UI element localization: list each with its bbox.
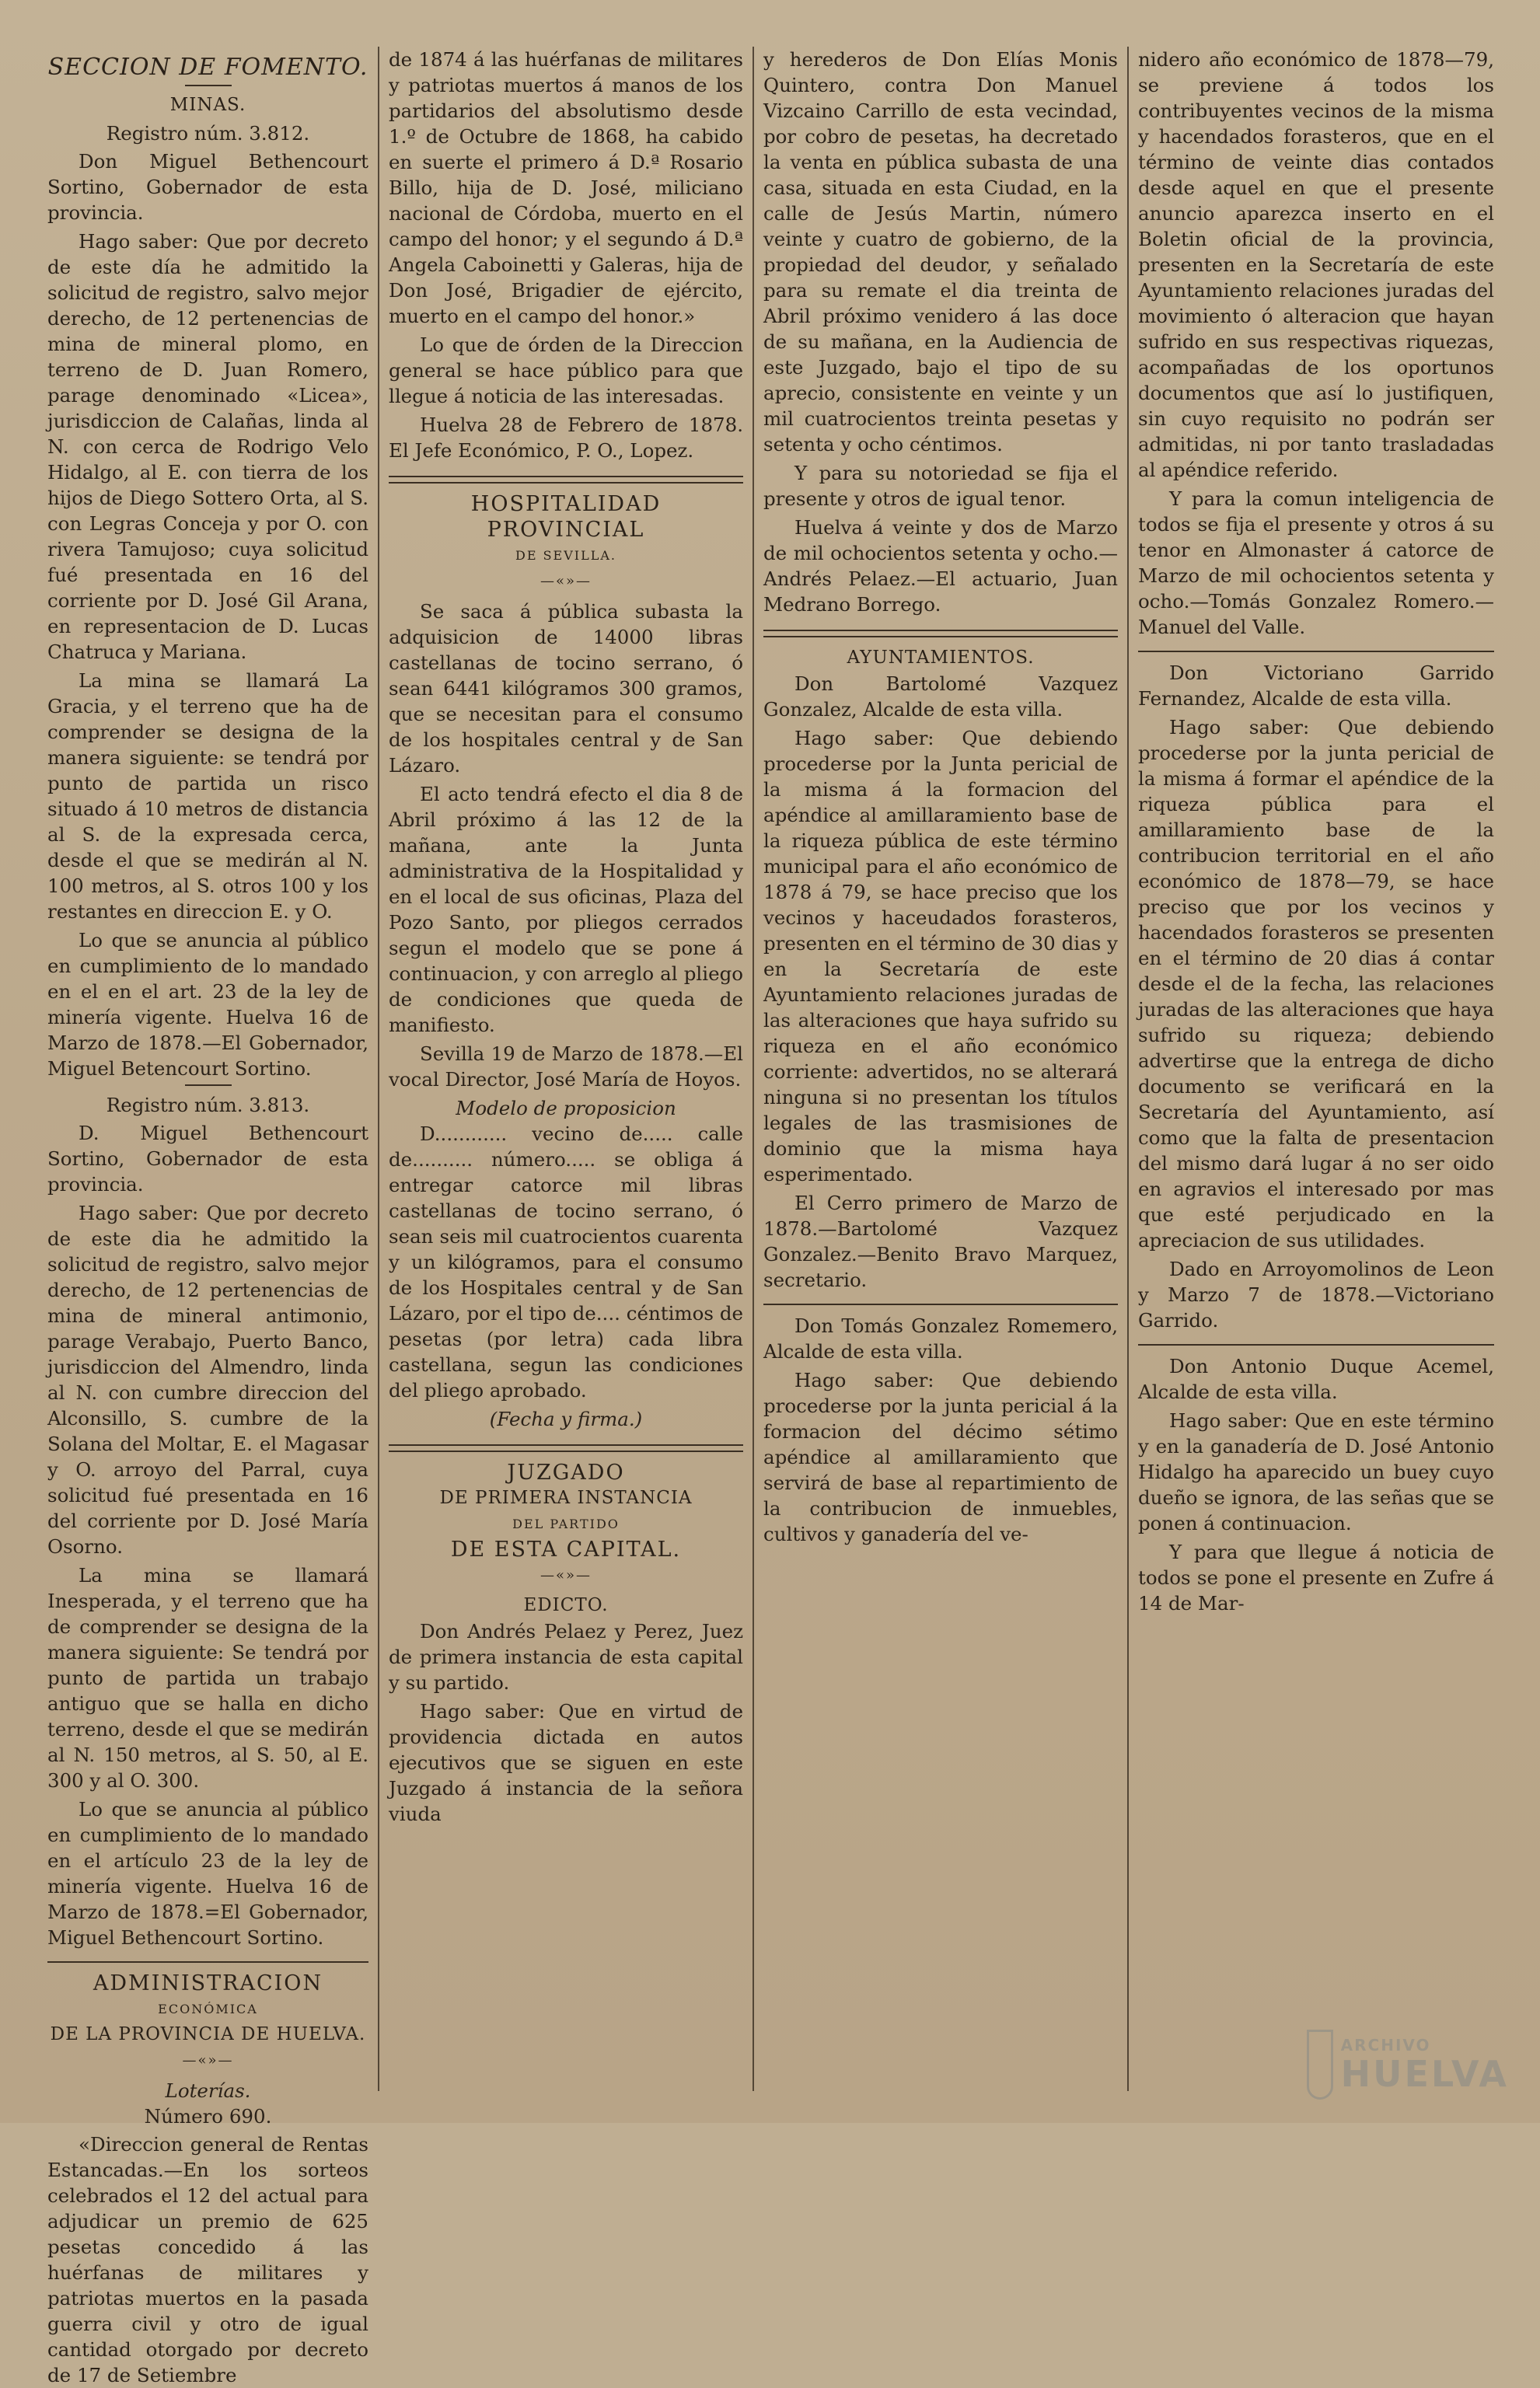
section-divider	[389, 1444, 743, 1452]
ornament: —«»—	[182, 2052, 234, 2069]
paragraph: Se saca á pública subasta la adquisicion de 14000 libras castellanas de tocino serrano, ó sean 6441 kilógramos 300 gramos, que se necesitan para el consumo de los hospitales central y de San Lázaro.	[389, 600, 743, 777]
gobernador-line: Don Miguel Bethencourt Sortino, Gobernador de esta provincia.	[47, 150, 368, 224]
section-subtitle: ECONÓMICA	[158, 2002, 258, 2016]
fecha-firma: (Fecha y firma.)	[489, 1408, 643, 1430]
section-subtitle: DE SEVILLA.	[515, 548, 616, 563]
separator	[185, 1084, 232, 1086]
signature: Dado en Arroyomolinos de Leon y Marzo 7 de 1878.—Victoriano Garrido.	[1138, 1258, 1494, 1332]
paragraph: y herederos de Don Elías Monis Quintero, contra Don Manuel Vizcaino Carrillo de esta vecindad, por cobro de pesetas, ha decretado la venta en pública subasta de una casa, situada en esta Ciudad, en la calle de Jesús Martin, número veinte y cuatro de gobierno, de la propiedad del deudor, y señalado para su remate el dia treinta de Abril próximo venidero á las doce de su mañana, en la Audiencia de este Juzgado, bajo el tipo de su aprecio, consistente en veinte y un mil cuatrocientos treinta pesetas y setenta y ocho céntimos.	[763, 48, 1118, 456]
paragraph: Lo que se anuncia al público en cumplimiento de lo mandado en el artículo 23 de la ley de minería vigente. Huelva 16 de Marzo de 1878.=El Gobernador, Miguel Bethencourt Sortino.	[47, 1798, 368, 1949]
section-divider	[1138, 1344, 1494, 1346]
watermark-line-2: HUELVA	[1340, 2053, 1509, 2095]
paragraph: Lo que de órden de la Direccion general se hace público para que llegue á noticia de las interesadas.	[389, 333, 743, 407]
section-title: SECCION DE FOMENTO.	[47, 54, 368, 81]
subsection-title: Modelo de proposicion	[456, 1097, 676, 1119]
paragraph: Hago saber: Que por decreto de este dia he admitido la solicitud de registro, salvo mejor derecho, de 12 pertenencias de mina de mineral antimonio, parage Verabajo, Puerto Banco, jurisdiccion del Almendro, linda al N. con cumbre direccion del Alconsillo, S. cumbre de la Solana del Moltar, E. el Magasar y O. arroyo del Parral, cuya solicitud fué presentada en 16 del corriente por D. José María Osorno.	[47, 1202, 368, 1558]
alcalde-heading: Don Bartolomé Vazquez Gonzalez, Alcalde de esta villa.	[763, 672, 1118, 721]
paragraph: Hago saber: Que en este término y en la ganadería de D. José Antonio Hidalgo ha aparecido un buey cuyo dueño se ignora, de las señas que se ponen á continuacion.	[1138, 1409, 1494, 1534]
paragraph: Y para su notoriedad se fija el presente y otros de igual tenor.	[763, 462, 1118, 510]
ornament: —«»—	[540, 1567, 592, 1583]
ornament: —«»—	[540, 573, 592, 589]
paragraph: D............ vecino de..... calle de.......... número..... se obliga á entregar catorce mil libras castellanas de tocino serrano, ó sean seis mil cuatrocientos cuarenta y un kilógramos, para el consumo de los Hospitales central y de San Lázaro, por el tipo de.... céntimos de pesetas (por letra) cada libra castellana, segun las condiciones del pliego aprobado.	[389, 1122, 743, 1402]
column-2	[384, 47, 748, 2107]
paragraph: Y para que llegue á noticia de todos se pone el presente en Zufre á 14 de Mar-	[1138, 1541, 1494, 1615]
section-divider	[763, 630, 1118, 637]
subsection-title: Loterías.	[165, 2079, 251, 2102]
watermark-line-1: ARCHIVO	[1340, 2036, 1431, 2055]
column-rule	[753, 47, 754, 2091]
paragraph: Hago saber: Que debiendo procederse por la Junta pericial de la misma á la formacion del apéndice al amillaramiento base de la riqueza pública de este término municipal para el año económico de 1878 á 79, se hace preciso que los vecinos y haceudados forasteros, presenten en el término de 30 dias y en la Secretaría de este Ayuntamiento relaciones juradas de las alteraciones que haya sufrido su riqueza en el año económico corriente: advertidos, no se alterará ninguna si no presentan los títulos legales de las trasmisiones de dominio que la misma haya esperimentado.	[763, 727, 1118, 1185]
paragraph: La mina se llamará La Gracia, y el terreno que ha de comprender se designa de la manera siguiente: se tendrá por punto de partida un risco situado á 10 metros de distancia al S. de la expresada cerca, desde el que se medirán al N. 100 metros, al S. otros 100 y los restantes en direccion E. y O.	[47, 669, 368, 923]
column-rule	[1127, 47, 1129, 2091]
section-title: JUZGADO	[507, 1461, 625, 1485]
column-3	[759, 47, 1123, 2107]
section-subtitle: DEL PARTIDO	[512, 1517, 620, 1531]
registro-title: Registro núm. 3.813.	[106, 1094, 310, 1116]
paragraph: La mina se llamará Inesperada, y el terreno que ha de comprender se designa de la manera siguiente: Se tendrá por punto de partida un trabajo antiguo que se halla en dicho terreno, desde el que se medirán al N. 150 metros, al S. 50, al E. 300 y al O. 300.	[47, 1564, 368, 1792]
gobernador-line: D. Miguel Bethencourt Sortino, Gobernador de esta provincia.	[47, 1122, 368, 1196]
alcalde-heading: Don Victoriano Garrido Fernandez, Alcalde de esta villa.	[1138, 662, 1494, 710]
section-title: ADMINISTRACION	[93, 1971, 323, 1995]
coat-of-arms-icon	[1307, 2030, 1333, 2100]
alcalde-heading: Don Tomás Gonzalez Romemero, Alcalde de esta villa.	[763, 1314, 1118, 1363]
archive-watermark	[1307, 2022, 1509, 2107]
numero-title: Número 690.	[144, 2105, 272, 2128]
paragraph: Hago saber: Que por decreto de este día he admitido la solicitud de registro, salvo mejor derecho, de 12 pertenencias de mina de mineral plomo, en terreno de D. Juan Romero, parage denominado «Licea», jurisdiccion de Calañas, linda al N. con cerca de Rodrigo Velo Hidalgo, al E. con tierra de los hijos de Diego Sottero Orta, al S. con Legras Conceja y por O. con rivera Tamujoso; cuya solicitud fué presentada en 16 del corriente por D. José Gil Arana, en representacion de D. Lucas Chatruca y Mariana.	[47, 230, 368, 663]
alcalde-heading: Don Antonio Duque Acemel, Alcalde de esta villa.	[1138, 1355, 1494, 1403]
section-divider	[763, 1304, 1118, 1305]
subsection-title: MINAS.	[169, 95, 246, 115]
edicto-title: EDICTO.	[523, 1595, 609, 1615]
section-title: HOSPITALIDAD PROVINCIAL	[470, 492, 662, 542]
paragraph: Hago saber: Que debiendo procederse por la junta pericial á la formacion del décimo sétimo apéndice al amillaramiento que servirá de base al repartimiento de la contribucion de inmuebles, cultivos y ganadería del ve-	[763, 1369, 1118, 1545]
paragraph: «Direccion general de Rentas Estancadas.—En los sorteos celebrados el 12 del actual para adjudicar un premio de 625 pesetas concedido á las huérfanas de militares y patriotas muertos en la pasada guerra civil y otro de igual cantidad otorgado por decreto de 17 de Setiembre	[47, 2133, 368, 2386]
section-subtitle: DE ESTA CAPITAL.	[450, 1538, 682, 1562]
section-divider	[389, 476, 743, 484]
paragraph: Don Andrés Pelaez y Perez, Juez de primera instancia de esta capital y su partido.	[389, 1620, 743, 1694]
paragraph: de 1874 á las huérfanas de militares y patriotas muertos á manos de los partidarios del absolutismo desde 1.º de Octubre de 1868, ha cabido en suerte el primero á D.ª Rosario Billo, hija de D. José, miliciano nacional de Córdoba, muerto en el campo del honor; y el segundo á D.ª Angela Caboinetti y Galeras, hija de Don José, Brigadier de ejército, muerto en el campo del honor.»	[389, 48, 743, 327]
section-divider	[47, 1961, 368, 1963]
paragraph: Hago saber: Que en virtud de providencia dictada en autos ejecutivos que se siguen en este Juzgado á instancia de la señora viuda	[389, 1700, 743, 1825]
paragraph: nidero año económico de 1878—79, se previene á todos los contribuyentes vecinos de la misma y hacendados forasteros, que en el término de veinte dias contados desde aquel en que el presente anuncio aparezca inserto en el Boletin oficial de la provincia, presenten en la Secretaría de este Ayuntamiento relaciones juradas del movimiento ó alteracion que hayan sufrido en sus respectivas riquezas, acompañadas de los oportunos documentos que así lo justifiquen, sin cuyo requisito no podrán ser admitidas, ni por tanto trasladadas al apéndice referido.	[1138, 48, 1494, 481]
title-rule	[185, 85, 232, 86]
column-4	[1133, 47, 1499, 2107]
paragraph: Lo que se anuncia al público en cumplimiento de lo mandado en el en el art. 23 de la ley de minería vigente. Huelva 16 de Marzo de 1878.—El Gobernador, Miguel Betencourt Sortino.	[47, 929, 368, 1080]
signature: Sevilla 19 de Marzo de 1878.—El vocal Director, José María de Hoyos.	[389, 1042, 743, 1091]
section-divider	[1138, 651, 1494, 652]
section-subtitle: DE LA PROVINCIA DE HUELVA.	[50, 2024, 366, 2044]
signature: El Cerro primero de Marzo de 1878.—Bartolomé Vazquez Gonzalez.—Benito Bravo Marquez, secretario.	[763, 1192, 1118, 1291]
column-rule	[378, 47, 379, 2091]
paragraph: El acto tendrá efecto el dia 8 de Abril próximo á las 12 de la mañana, ante la Junta administrativa de la Hospitalidad y en el local de sus oficinas, Plaza del Pozo Santo, por pliegos cerrados segun el modelo que se pone á continuacion, y con arreglo al pliego de condiciones que queda de manifiesto.	[389, 783, 743, 1036]
paragraph: Hago saber: Que debiendo procederse por la junta pericial de la misma á formar el apéndice de la riqueza pública para el amillaramiento base de la contribucion territorial en el año económico de 1878—79, se hace preciso que por los vecinos y hacendados forasteros se presenten en el término de 20 dias á contar desde el de la fecha, las relaciones juradas de las alteraciones que haya sufrido su riqueza; debiendo advertirse que la entrega de dicho documento se verificará en la Secretaría del Ayuntamiento, así como que la falta de presentacion del mismo dará lugar á no ser oido en agravios el interesado por mas que esté perjudicado en la apreciacion de sus utilidades.	[1138, 716, 1494, 1252]
signature: Huelva 28 de Febrero de 1878. El Jefe Económico, P. O., Lopez.	[389, 414, 743, 462]
registro-title: Registro núm. 3.812.	[106, 122, 310, 145]
paragraph: Y para la comun inteligencia de todos se fija el presente y otros á su tenor en Almonaster á catorce de Marzo de mil ochocientos setenta y ocho.—Tomás Gonzalez Romero.—Manuel del Valle.	[1138, 487, 1494, 638]
section-subtitle: DE PRIMERA INSTANCIA	[439, 1488, 693, 1508]
column-1	[43, 47, 373, 2386]
section-title: AYUNTAMIENTOS.	[847, 648, 1035, 668]
signature: Huelva á veinte y dos de Marzo de mil ochocientos setenta y ocho.—Andrés Pelaez.—El actuario, Juan Medrano Borrego.	[763, 516, 1118, 616]
